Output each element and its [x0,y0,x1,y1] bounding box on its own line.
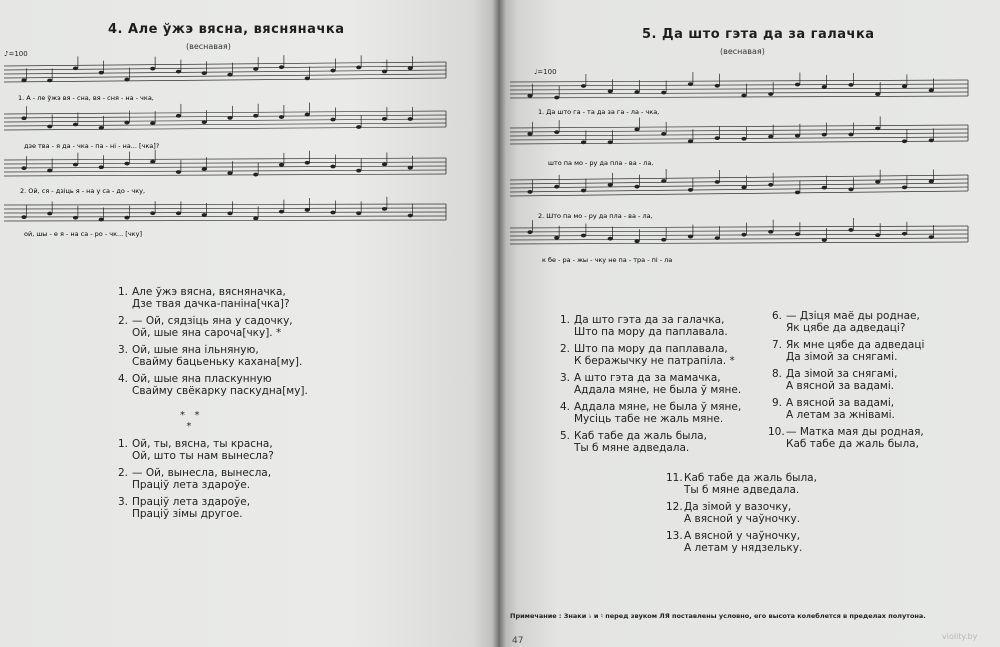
note-head [902,232,907,236]
note-head [741,94,746,98]
staff-line [510,234,968,236]
lyric-line: 2. Ой, ся - дзіць я - на у са - до - чку, [20,187,146,195]
staff-line [4,216,446,217]
note-head [688,139,693,143]
note-head [822,133,827,137]
staff-line [510,238,968,240]
note-head [608,89,613,93]
note-head [822,85,827,89]
note-head [253,173,258,177]
verse: 2. — Ой, сядзіць яна у садочку, Ой, шые яна сароча[чку]. * [117,315,293,339]
verse: 4. Аддала мяне, не была ў мяне, Мусіць табе не жаль мяне. [559,401,742,425]
note-head [608,140,613,144]
note-head [715,136,720,140]
staff-line [4,220,446,221]
note-head [554,185,559,189]
verses-left [114,286,308,397]
note-head [822,238,827,242]
note-head [330,118,335,122]
right-page [498,0,1000,647]
staff-line [510,175,968,180]
note-head [408,166,413,170]
note-head [768,183,773,187]
note-head [21,116,26,120]
note-head [634,128,639,132]
staff-line [4,70,446,74]
note-head [688,235,693,239]
note-head [527,132,532,136]
staff-line [510,230,968,232]
verses-right-col3 [666,472,817,554]
note-head [47,125,52,129]
note-head [99,126,104,130]
note-head [554,130,559,134]
note-head [848,228,853,232]
note-head [253,114,258,118]
staff-line [4,115,446,118]
note-head [848,133,853,137]
note-head [382,163,387,167]
note-head [608,237,613,241]
song-title-right: 5. Да што гэта да за галачка [642,27,875,42]
note-head [527,94,532,98]
note-head [408,214,413,218]
verse: 13.А вясной у чаўночку, А летам у нядзельку. [666,530,803,554]
note-head [73,163,78,167]
verse: 1. Да што гэта да за галачка, Што па мору да паплавала. [559,314,728,338]
verse: 2. Што па мору да паплавала, К беражычку не патрапіла. * [559,343,735,367]
note-head [202,213,207,217]
note-head [929,138,934,142]
staff-line [510,92,968,94]
lyric-line: ой, шы - е я - на са - ро - чк... [чку] [24,230,142,238]
note-head [150,211,155,215]
note-head [634,90,639,94]
staff-line [4,166,446,168]
staff-line [4,66,446,70]
lyric-line: 1. А - ле ўжэ вя - сна, вя - сня - на - чка, [18,94,154,102]
verse: 3. А што гэта да за мамачка, Аддала мяне, не была ў мяне. [559,372,742,396]
verse: 7. Як мне цябе да адведаці Да зімой за снягамі. [771,339,925,363]
note-head [202,167,207,171]
staff-line [510,226,968,228]
note-head [382,207,387,211]
note-head [21,215,26,219]
verse: 8. Да зімой за снягамі, А вясной за вадамі. [771,368,898,392]
note-head [279,163,284,167]
note-head [848,83,853,87]
lyric-line: 1. Да што га - та да за га - ла - чка, [538,108,660,116]
note-head [768,230,773,234]
staff-line [4,127,446,130]
note-head [661,238,666,242]
note-head [875,126,880,130]
verse: 3. Ой, шые яна ільняную, Свайму бацьeньку кахана[му]. [117,344,303,368]
note-head [715,180,720,184]
note-head [47,169,52,173]
note-head [21,166,26,170]
note-head [305,161,310,165]
note-head [176,170,181,174]
verse: 11.Каб табе да жаль была, Ты б мяне адведала. [666,472,817,496]
staff-line [510,84,968,86]
note-head [581,140,586,144]
verse: 10.— Матка мая ды родная, Каб табе да жаль была, [768,426,924,450]
staff-line [510,183,968,188]
note-head [848,187,853,191]
score-left [0,0,498,260]
note-head [176,114,181,118]
staff-line [510,125,968,128]
note-head [73,216,78,220]
verse: 9. А вясной за вадамі, А летам за жнівамі. [771,397,895,421]
staff-line [4,119,446,122]
note-head [150,160,155,164]
note-head [929,180,934,184]
note-head [795,190,800,194]
note-head [99,165,104,169]
note-head [634,185,639,189]
note-head [150,121,155,125]
verse: 3. Праціў лета здароўе, Праціў зімы другое. [117,496,251,520]
staff-line [4,74,446,78]
staff-line [510,179,968,184]
note-head [661,132,666,136]
note-head [253,67,258,71]
staff-line [4,62,446,66]
song-subtitle-right: (веснавая) [720,47,765,56]
tempo-mark-left: ♪=100 [4,50,28,58]
tempo-mark-right: ♩=100 [534,68,557,76]
note-head [688,82,693,86]
page-number: 47 [512,636,524,646]
verse: 6. — Дзіця маё ды роднае, Як цябе да адведаці? [771,310,920,334]
verse: 1. Але ўжэ вясна, вясняначка, Дзе твая дачка-паніна[чка]? [117,286,290,310]
staff-line [510,88,968,90]
note-head [382,70,387,74]
verse: 12.Да зімой у вазочку, А вясной у чаўночку. [666,501,801,525]
verses-right-col1 [556,314,741,454]
staff-line [4,174,446,176]
verse: 4. Ой, шые яна пласкунную Свайму свёкарку паскудна[му]. [117,373,308,397]
note-head [202,120,207,124]
note-head [305,113,310,117]
staff-line [510,141,968,144]
note-head [527,190,532,194]
note-head [581,189,586,193]
note-head [99,218,104,222]
song-subtitle-left: (веснавая) [186,42,231,51]
note-head [305,76,310,80]
lyric-line: дзе тва - я да - чка - па - ні - на... [чка]? [24,142,160,150]
note-head [661,91,666,95]
staff-line [4,123,446,126]
book-gutter [492,0,506,647]
note-head [73,123,78,127]
note-head [581,234,586,238]
note-head [202,71,207,75]
note-head [305,208,310,212]
staff-line [510,242,968,244]
note-head [608,183,613,187]
staff-line [510,80,968,82]
lyric-line: к бе - ра - жы - чку не па - тра - пі - ла [542,256,673,264]
note-head [715,236,720,240]
note-head [875,233,880,237]
staff-line [510,96,968,98]
note-head [124,216,129,220]
note-head [47,79,52,83]
staff-line [4,170,446,172]
verse: 2. — Ой, вынесла, вынесла, Праціў лета здароўе. [117,467,272,491]
note-head [124,121,129,125]
note-head [768,92,773,96]
staff-line [4,212,446,213]
staff-line [4,208,446,209]
note-head [330,69,335,73]
note-head [902,185,907,189]
note-head [581,84,586,88]
note-head [356,211,361,215]
note-head [227,171,232,175]
note-head [408,117,413,121]
note-head [768,135,773,139]
note-head [554,236,559,240]
watermark: violity.by [942,632,978,641]
note-head [124,162,129,166]
staff-line [510,137,968,140]
note-head [330,165,335,169]
left-page [0,0,498,647]
note-head [73,66,78,70]
note-head [741,137,746,141]
score-right [498,0,1000,280]
note-head [124,78,129,82]
verse: 1. Ой, ты, вясна, ты красна, Ой, што ты нам вынесла? [117,438,274,462]
note-head [795,232,800,236]
staff-line [510,187,968,192]
note-head [795,134,800,138]
note-head [688,188,693,192]
note-head [176,211,181,215]
note-head [99,71,104,75]
note-head [227,211,232,215]
staff-line [4,78,446,82]
note-head [330,211,335,215]
note-head [47,212,52,216]
note-head [150,67,155,71]
note-head [527,230,532,234]
note-head [875,92,880,96]
staff-line [510,191,968,196]
staff-line [510,133,968,136]
note-head [929,235,934,239]
section-stars: * * * [180,410,200,432]
note-head [795,83,800,87]
verses-right-col2 [768,310,924,450]
note-head [822,186,827,190]
note-head [634,239,639,243]
note-head [554,96,559,100]
note-head [902,84,907,88]
note-head [382,117,387,121]
verses-left-b [114,438,274,520]
staff-line [4,162,446,164]
note-head [356,169,361,173]
note-head [875,180,880,184]
verse: 5. Каб табе да жаль была, Ты б мяне адведала. [559,430,707,454]
footnote: Примечание : Знаки ♭ и ♮ перед звуком ЛЯ поставлены условно, его высота колеблется в пределах полутона. [510,612,926,620]
lyric-line: што па мо - ру да пла - ва - ла, [548,159,654,167]
note-head [176,70,181,74]
note-head [408,66,413,70]
note-head [356,65,361,69]
staff-line [510,129,968,132]
note-head [279,115,284,119]
note-head [661,179,666,183]
song-title-left: 4. Але ўжэ вясна, вясняначка [108,22,345,37]
note-head [902,139,907,143]
note-head [741,186,746,190]
note-head [21,78,26,82]
staff-line [4,111,446,114]
staff-line [4,204,446,205]
note-head [253,216,258,220]
note-head [715,84,720,88]
note-head [356,125,361,129]
note-head [227,73,232,77]
note-head [279,65,284,69]
staff-line [4,158,446,160]
note-head [929,89,934,93]
note-head [279,210,284,214]
note-head [741,233,746,237]
lyric-line: 2. Што па мо - ру да пла - ва - ла, [538,212,653,220]
note-head [227,116,232,120]
